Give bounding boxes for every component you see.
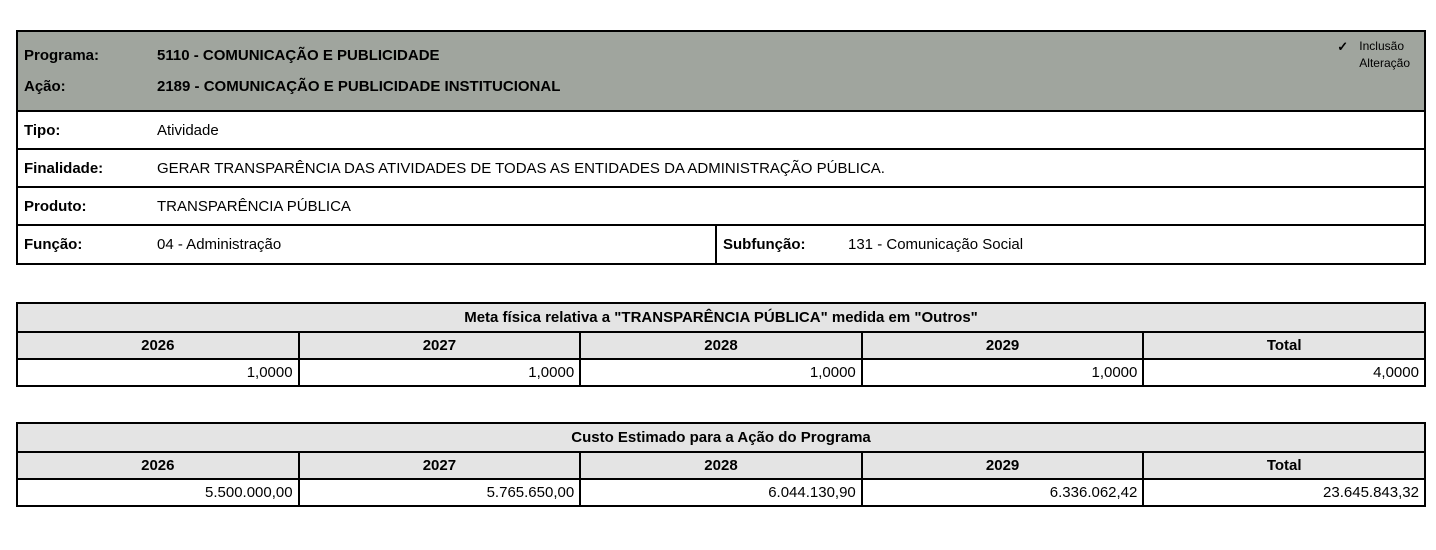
acao-label: Ação: bbox=[24, 78, 66, 96]
subfuncao-label: Subfunção: bbox=[723, 236, 806, 253]
funcao-cell bbox=[18, 226, 715, 263]
acao-value: 2189 - COMUNICAÇÃO E PUBLICIDADE INSTITUCIONAL bbox=[157, 78, 561, 96]
checkmark-empty bbox=[1337, 55, 1359, 72]
meta-col-2029: 2029 bbox=[861, 333, 1143, 358]
meta-fisica-title: Meta física relativa a "TRANSPARÊNCIA PÚBLICA" medida em "Outros" bbox=[18, 304, 1424, 331]
finalidade-label: Finalidade: bbox=[24, 159, 104, 177]
funcao-subfuncao-row bbox=[18, 224, 1424, 263]
program-header-rows bbox=[18, 32, 1337, 110]
meta-col-total: Total bbox=[1142, 333, 1424, 358]
custo-value-2027: 5.765.650,00 bbox=[298, 480, 580, 505]
custo-value-2028: 6.044.130,90 bbox=[579, 480, 861, 505]
program-header-band bbox=[18, 32, 1424, 110]
meta-value-2026: 1,0000 bbox=[246, 364, 293, 381]
meta-col-2026: 2026 bbox=[141, 337, 175, 354]
meta-value-total: 4,0000 bbox=[1142, 360, 1424, 385]
flag-alteracao bbox=[1337, 55, 1410, 72]
acao-row bbox=[24, 78, 1337, 95]
custo-value-2026: 5.500.000,00 bbox=[205, 484, 293, 501]
custo-col-2029: 2029 bbox=[861, 453, 1143, 478]
custo-estimado-table bbox=[16, 422, 1426, 507]
tipo-row bbox=[18, 110, 1424, 148]
tipo-value: Atividade bbox=[157, 121, 219, 139]
produto-value: TRANSPARÊNCIA PÚBLICA bbox=[157, 197, 351, 215]
tipo-label: Tipo: bbox=[24, 121, 61, 139]
meta-col-2028: 2028 bbox=[579, 333, 861, 358]
meta-col-2027: 2027 bbox=[298, 333, 580, 358]
flag-alteracao-label: Alteração bbox=[1359, 56, 1410, 70]
custo-col-2027: 2027 bbox=[298, 453, 580, 478]
programa-label: Programa: bbox=[24, 46, 100, 64]
custo-values-row bbox=[18, 480, 1424, 505]
meta-fisica-values-row bbox=[18, 360, 1424, 385]
meta-value-2027: 1,0000 bbox=[298, 360, 580, 385]
checkmark-icon: ✓ bbox=[1337, 39, 1349, 54]
subfuncao-cell bbox=[715, 226, 1424, 263]
custo-col-2028: 2028 bbox=[579, 453, 861, 478]
custo-col-2026: 2026 bbox=[141, 457, 175, 474]
custo-value-2029: 6.336.062,42 bbox=[861, 480, 1143, 505]
custo-estimado-title: Custo Estimado para a Ação do Programa bbox=[18, 424, 1424, 451]
funcao-value: 04 - Administração bbox=[157, 236, 282, 253]
programa-row bbox=[24, 47, 1337, 64]
finalidade-value: GERAR TRANSPARÊNCIA DAS ATIVIDADES DE TODAS AS ENTIDADES DA ADMINISTRAÇÃO PÚBLICA. bbox=[157, 159, 885, 177]
custo-header-row bbox=[18, 451, 1424, 480]
funcao-label: Função: bbox=[24, 236, 83, 253]
flag-inclusao-label: Inclusão bbox=[1359, 39, 1404, 53]
finalidade-row bbox=[18, 148, 1424, 186]
subfuncao-value: 131 - Comunicação Social bbox=[848, 236, 1024, 253]
change-flags bbox=[1337, 32, 1424, 110]
meta-fisica-table bbox=[16, 302, 1426, 387]
custo-col-total: Total bbox=[1142, 453, 1424, 478]
programa-value: 5110 - COMUNICAÇÃO E PUBLICIDADE bbox=[157, 46, 440, 64]
meta-value-2028: 1,0000 bbox=[579, 360, 861, 385]
meta-value-2029: 1,0000 bbox=[861, 360, 1143, 385]
program-info-table bbox=[16, 30, 1426, 265]
meta-fisica-header-row bbox=[18, 331, 1424, 360]
produto-row bbox=[18, 186, 1424, 224]
custo-value-total: 23.645.843,32 bbox=[1142, 480, 1424, 505]
produto-label: Produto: bbox=[24, 197, 87, 215]
flag-inclusao bbox=[1337, 38, 1404, 55]
